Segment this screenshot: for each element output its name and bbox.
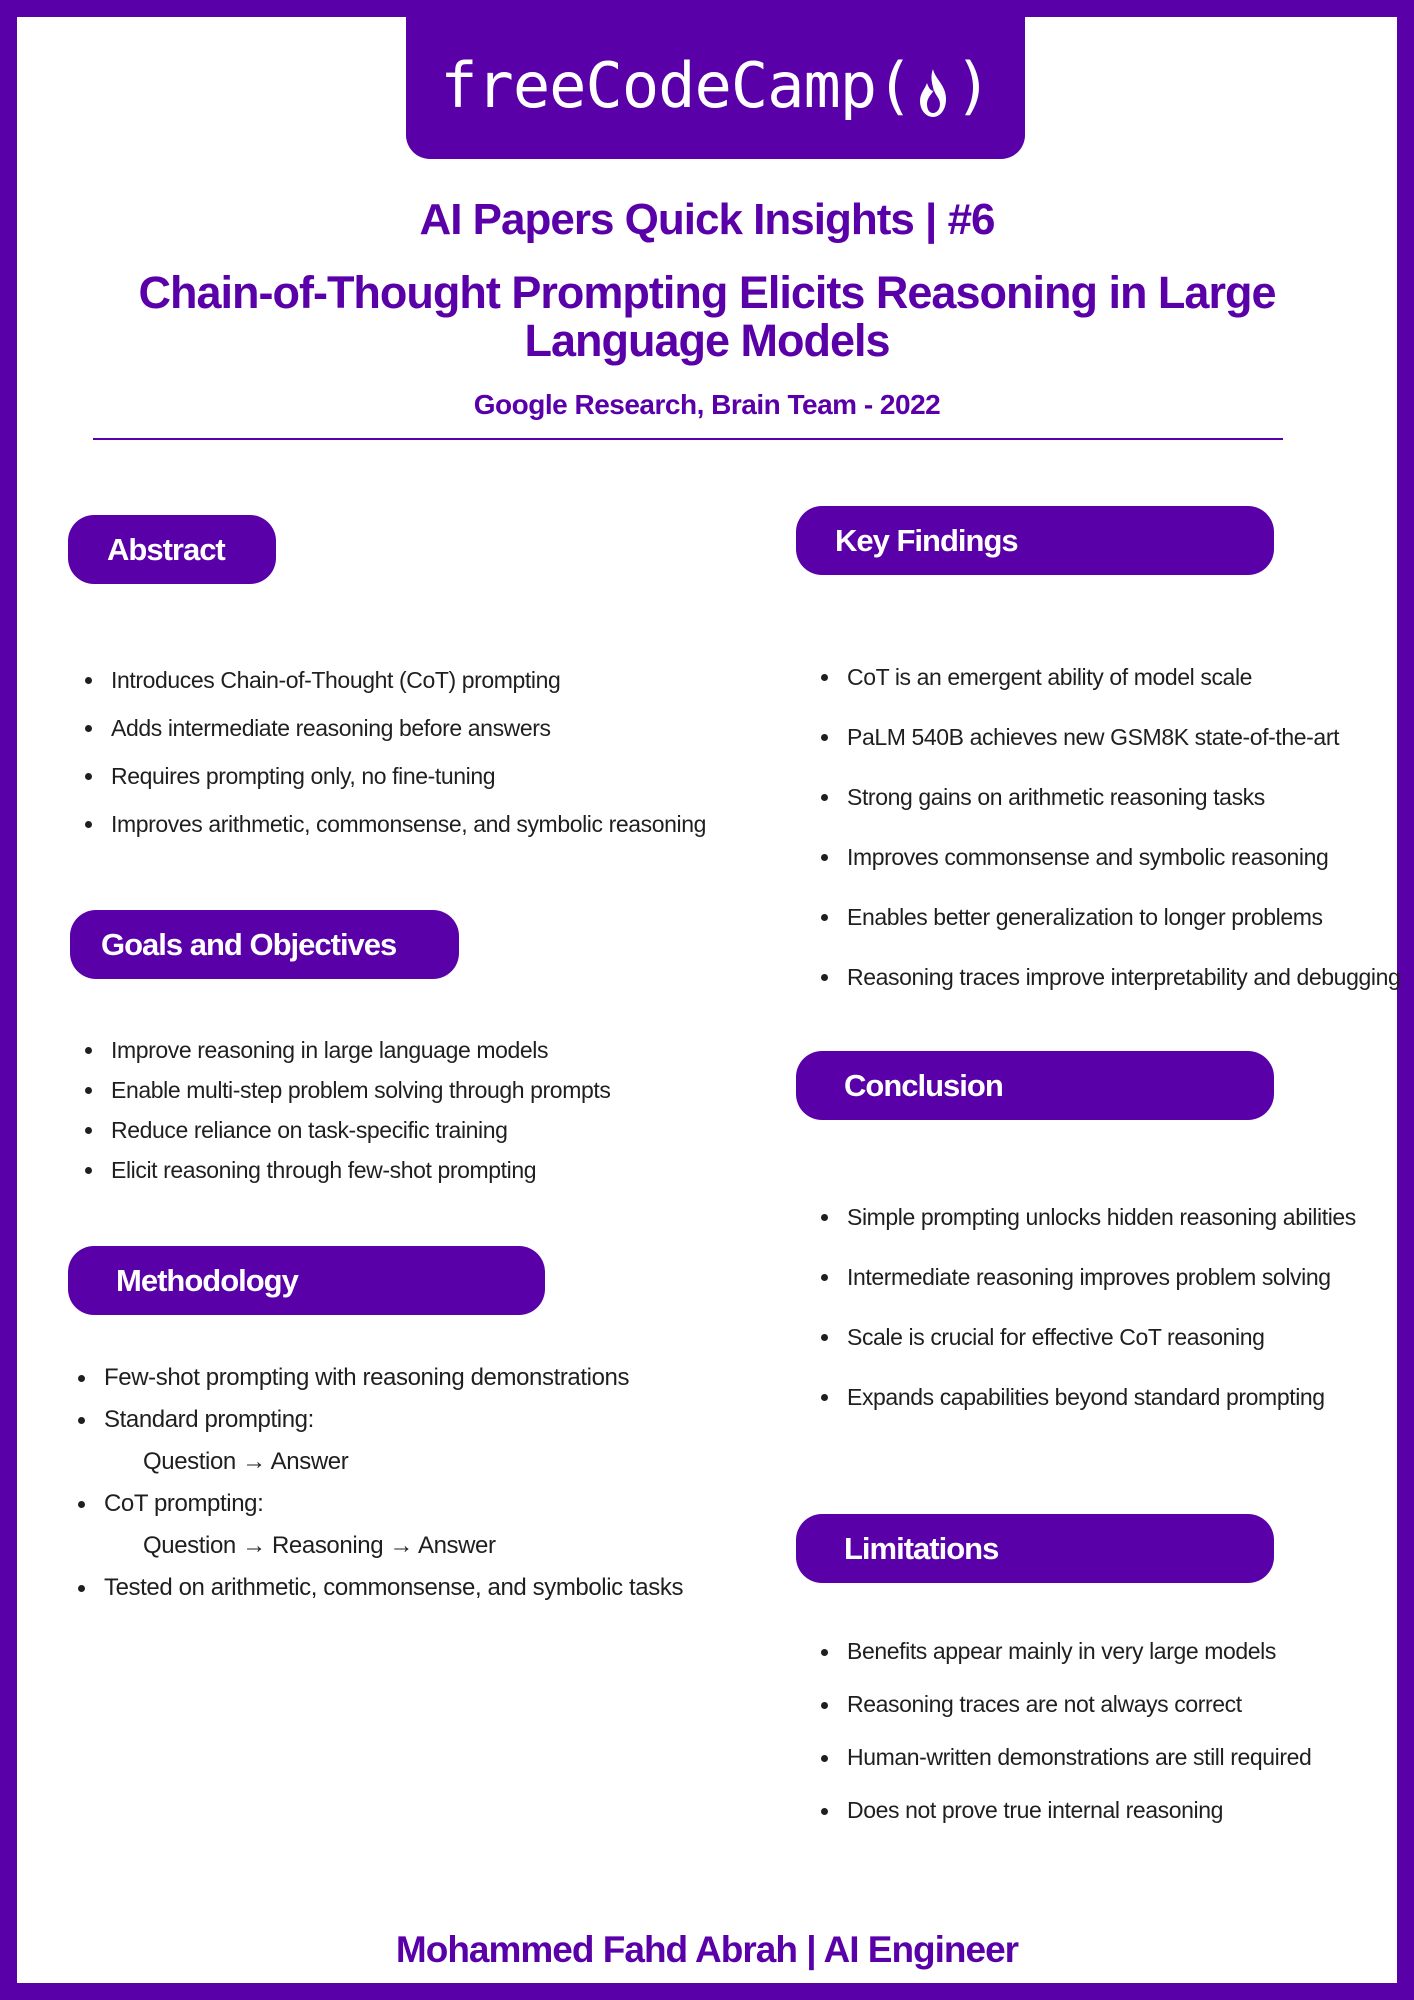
header-divider: [93, 438, 1283, 440]
list-item: CoT is an emergent ability of model scale: [816, 647, 1400, 707]
list-item: Benefits appear mainly in very large models: [816, 1625, 1311, 1678]
list-item: Elicit reasoning through few-shot prompting: [80, 1150, 610, 1190]
list-item: CoT prompting:: [73, 1483, 683, 1525]
paper-title: Chain-of-Thought Prompting Elicits Reasoning in Large Language Models: [138, 267, 1276, 366]
list-item: Human-written demonstrations are still required: [816, 1731, 1311, 1784]
list-subitem: Question → Reasoning → Answer: [143, 1532, 496, 1559]
list-item: Simple prompting unlocks hidden reasoning abilities: [816, 1187, 1356, 1247]
list-item: Standard prompting:: [73, 1399, 683, 1441]
list-item: Strong gains on arithmetic reasoning tasks: [816, 767, 1400, 827]
series-title: AI Papers Quick Insights | #6: [419, 195, 995, 244]
brand-logo: [406, 0, 1025, 159]
abstract-heading-label: Abstract: [107, 531, 225, 567]
abstract-list: [80, 656, 706, 848]
list-item: Expands capabilities beyond standard prompting: [816, 1367, 1356, 1427]
limitations-heading: [796, 1514, 1274, 1583]
conclusion-heading: [796, 1051, 1274, 1120]
list-item: Reasoning traces improve interpretability and debugging: [816, 947, 1400, 1007]
list-item: Enable multi-step problem solving through prompts: [80, 1070, 610, 1110]
key-findings-heading-label: Key Findings: [835, 522, 1018, 558]
list-item: Intermediate reasoning improves problem solving: [816, 1247, 1356, 1307]
list-item: Enables better generalization to longer problems: [816, 887, 1400, 947]
list-item: Reasoning traces are not always correct: [816, 1678, 1311, 1731]
list-item: Introduces Chain-of-Thought (CoT) prompting: [80, 656, 706, 704]
list-item: Adds intermediate reasoning before answers: [80, 704, 706, 752]
list-item: Improves commonsense and symbolic reasoning: [816, 827, 1400, 887]
conclusion-heading-label: Conclusion: [844, 1067, 1003, 1103]
author-footer: Mohammed Fahd Abrah | AI Engineer: [395, 1929, 1019, 1970]
list-item: Scale is crucial for effective CoT reasoning: [816, 1307, 1356, 1367]
list-item: Few-shot prompting with reasoning demonstrations: [73, 1357, 683, 1399]
goals-heading: [70, 910, 459, 979]
list-item: Tested on arithmetic, commonsense, and symbolic tasks: [73, 1567, 683, 1609]
paper-authors: Google Research, Brain Team - 2022: [473, 389, 941, 420]
list-item: Improve reasoning in large language models: [80, 1030, 610, 1070]
key-findings-list: [816, 647, 1400, 1007]
abstract-heading: [68, 515, 276, 584]
goals-list: [80, 1030, 610, 1190]
conclusion-list: [816, 1187, 1356, 1427]
logo-text: freeCodeCamp( ): [440, 49, 991, 122]
limitations-list: [816, 1625, 1311, 1837]
flame-icon: [914, 61, 952, 120]
goals-heading-label: Goals and Objectives: [101, 926, 397, 962]
list-item: Improves arithmetic, commonsense, and symbolic reasoning: [80, 800, 706, 848]
list-item: Requires prompting only, no fine-tuning: [80, 752, 706, 800]
list-item: Does not prove true internal reasoning: [816, 1784, 1311, 1837]
list-subitem: Question → Answer: [143, 1448, 349, 1475]
list-item: PaLM 540B achieves new GSM8K state-of-the-art: [816, 707, 1400, 767]
list-item: Reduce reliance on task-specific training: [80, 1110, 610, 1150]
limitations-heading-label: Limitations: [844, 1530, 999, 1566]
key-findings-heading: [796, 506, 1274, 575]
poster: [17, 17, 1401, 1983]
methodology-heading-label: Methodology: [116, 1262, 298, 1298]
methodology-list: [73, 1357, 683, 1609]
methodology-heading: [68, 1246, 545, 1315]
